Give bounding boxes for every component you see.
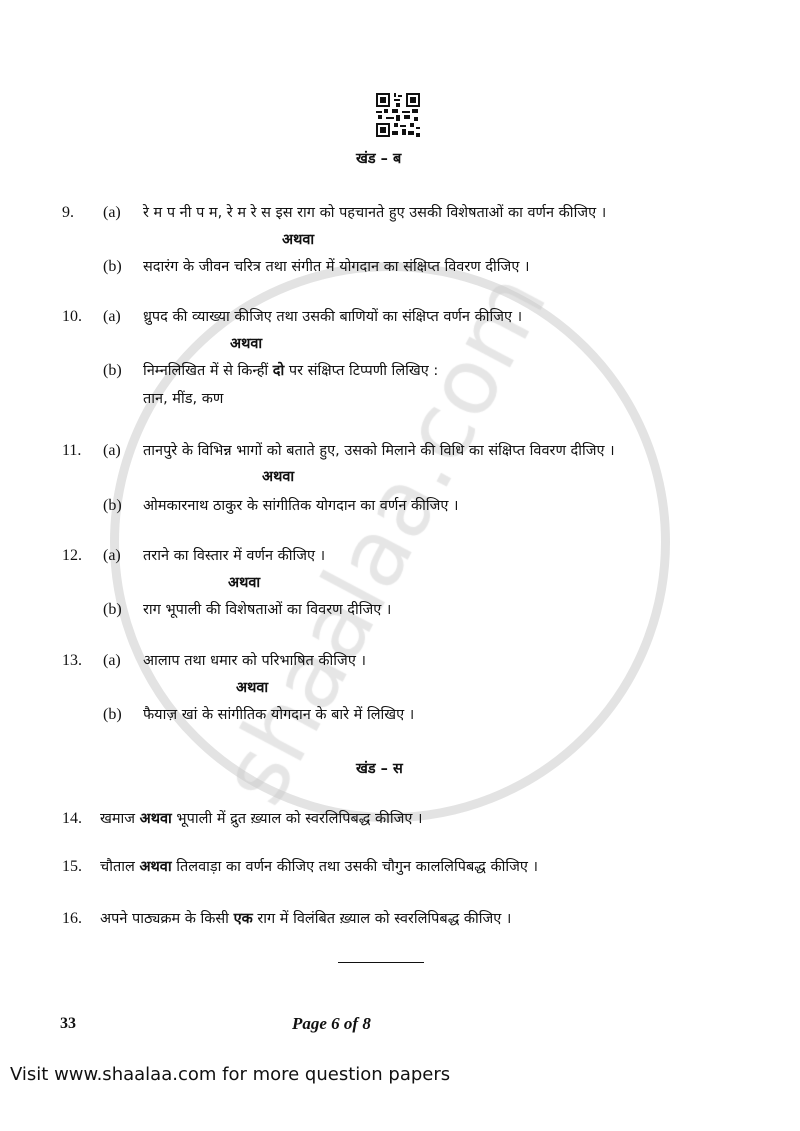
or-label: अथवा bbox=[282, 232, 315, 248]
or-label: अथवा bbox=[262, 469, 295, 485]
option-label: (b) bbox=[103, 601, 122, 618]
question-text: राग भूपाली की विशेषताओं का विवरण दीजिए । bbox=[143, 602, 392, 618]
option-label: (a) bbox=[103, 652, 121, 669]
question-text: आलाप तथा धमार को परिभाषित कीजिए । bbox=[143, 653, 366, 669]
question-text: ध्रुपद की व्याख्या कीजिए तथा उसकी बाणियों का संक्षिप्त वर्णन कीजिए । bbox=[143, 309, 523, 325]
question-text bbox=[100, 910, 511, 928]
paper-code: 33 bbox=[60, 1015, 76, 1032]
question-number: 10. bbox=[62, 308, 82, 325]
text-segment: चौताल bbox=[100, 859, 140, 875]
question-number: 16. bbox=[62, 910, 82, 927]
promo-banner: Visit www.shaalaa.com for more question papers bbox=[10, 1064, 451, 1085]
question-number: 14. bbox=[62, 810, 82, 827]
text-segment: राग में विलंबित ख़्याल को स्वरलिपिबद्ध कीजिए । bbox=[252, 911, 512, 927]
option-label: (a) bbox=[103, 308, 121, 325]
emphasis: अथवा bbox=[139, 811, 172, 827]
question-text: फैयाज़ खां के सांगीतिक योगदान के बारे में लिखिए । bbox=[143, 707, 415, 723]
emphasis: अथवा bbox=[139, 859, 172, 875]
question-number: 9. bbox=[62, 204, 74, 221]
option-label: (b) bbox=[103, 497, 122, 514]
option-label: (a) bbox=[103, 204, 121, 221]
or-label: अथवा bbox=[236, 680, 269, 696]
end-rule bbox=[338, 962, 424, 963]
question-text bbox=[100, 810, 422, 828]
question-text: सदारंग के जीवन चरित्र तथा संगीत में योगदान का संक्षिप्त विवरण दीजिए । bbox=[143, 259, 530, 275]
question-number: 15. bbox=[62, 858, 82, 875]
text-segment: अपने पाठ्यक्रम के किसी bbox=[100, 911, 234, 927]
question-text: ओमकारनाथ ठाकुर के सांगीतिक योगदान का वर्णन कीजिए । bbox=[143, 498, 459, 514]
page-number: Page 6 of 8 bbox=[292, 1014, 371, 1033]
text-segment: खमाज bbox=[100, 811, 140, 827]
question-number: 11. bbox=[62, 442, 82, 459]
question-text: तानपुरे के विभिन्न भागों को बताते हुए, उसको मिलाने की विधि का संक्षिप्त विवरण दीजिए । bbox=[143, 443, 615, 459]
option-label: (a) bbox=[103, 442, 121, 459]
option-label: (b) bbox=[103, 706, 122, 723]
section-c-heading: खंड – स bbox=[356, 761, 403, 777]
option-label: (a) bbox=[103, 547, 121, 564]
section-b-heading: खंड – ब bbox=[356, 151, 402, 167]
watermark-logo bbox=[110, 262, 670, 822]
question-number: 12. bbox=[62, 547, 82, 564]
option-label: (b) bbox=[103, 258, 122, 275]
or-label: अथवा bbox=[230, 336, 263, 352]
emphasis: दो bbox=[272, 363, 285, 379]
or-label: अथवा bbox=[228, 575, 261, 591]
question-text: तराने का विस्तार में वर्णन कीजिए । bbox=[143, 548, 326, 564]
text-segment: निम्नलिखित में से किन्हीं bbox=[143, 363, 273, 379]
text-segment: भूपाली में द्रुत ख़्याल को स्वरलिपिबद्ध कीजिए । bbox=[171, 811, 423, 827]
question-text-line: तान, मींड, कण bbox=[143, 391, 224, 407]
question-text bbox=[100, 858, 538, 876]
text-segment: पर संक्षिप्त टिप्पणी लिखिए : bbox=[284, 363, 439, 379]
question-text: रे म प नी प म, रे म रे स इस राग को पहचानते हुए उसकी विशेषताओं का वर्णन कीजिए । bbox=[143, 205, 607, 221]
question-number: 13. bbox=[62, 652, 82, 669]
text-segment: तिलवाड़ा का वर्णन कीजिए तथा उसकी चौगुन काललिपिबद्ध कीजिए । bbox=[171, 859, 538, 875]
option-label: (b) bbox=[103, 362, 122, 379]
question-text bbox=[143, 362, 438, 380]
emphasis: एक bbox=[233, 911, 253, 927]
qr-code-icon bbox=[376, 93, 420, 137]
